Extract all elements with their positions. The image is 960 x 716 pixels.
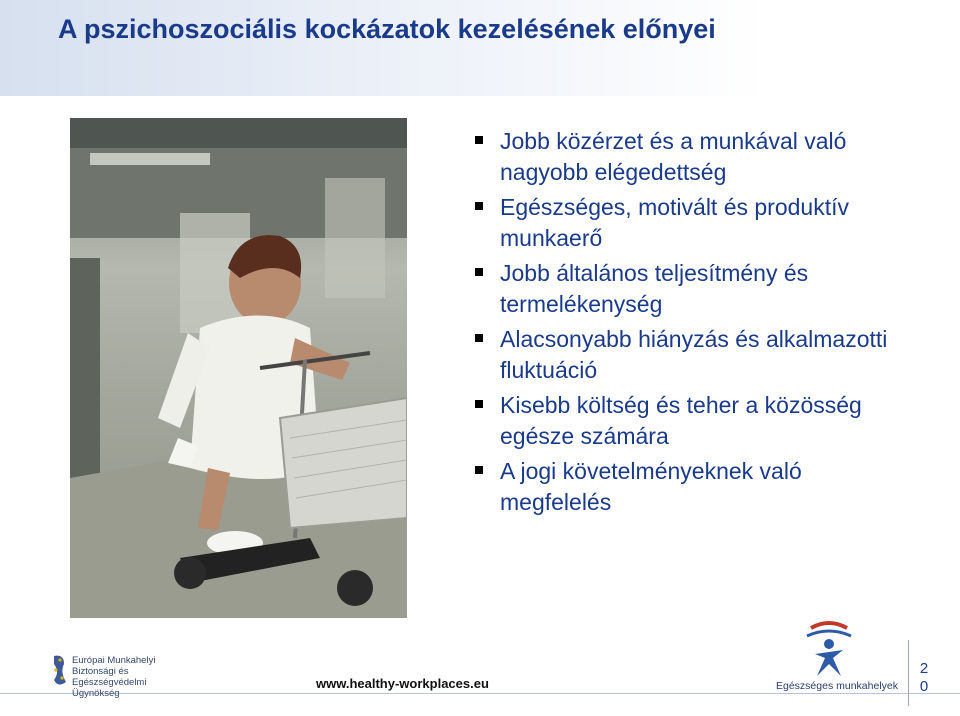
- agency-line: Európai Munkahelyi: [72, 655, 156, 666]
- list-item: [470, 390, 910, 452]
- bullet-marker: [475, 466, 483, 474]
- list-item-text: A jogi követelményeknek való megfelelés: [500, 458, 802, 515]
- page-number: 2 0: [919, 660, 929, 695]
- nurse-scooter-photo: [70, 118, 407, 618]
- bullet-marker: [475, 136, 483, 144]
- agency-line: Ügynökség: [72, 688, 120, 699]
- list-item-text: Alacsonyabb hiányzás és alkalmazotti fluktuáció: [500, 326, 888, 383]
- bullet-marker: [475, 400, 483, 408]
- list-item: [470, 324, 910, 386]
- agency-line: Biztonsági és Egészségvédelmi: [72, 666, 147, 688]
- campaign-name: Egészséges munkahelyek: [776, 680, 898, 692]
- list-item-text: Jobb általános teljesítmény és termelékenység: [500, 260, 809, 317]
- campaign-url-link[interactable]: www.healthy-workplaces.eu: [316, 676, 489, 691]
- bullet-marker: [475, 334, 483, 342]
- list-item-text: Kisebb költség és teher a közösség egésze számára: [500, 392, 862, 449]
- bullet-marker: [475, 268, 483, 276]
- agency-name: [72, 655, 192, 699]
- healthy-workplaces-logo-icon: [785, 620, 875, 682]
- list-item-text: Jobb közérzet és a munkával való nagyobb elégedettség: [500, 128, 847, 185]
- photo-illustration: [70, 118, 407, 618]
- list-item: [470, 192, 910, 254]
- benefits-list: [470, 126, 910, 522]
- list-item: [470, 126, 910, 188]
- list-item: [470, 258, 910, 320]
- slide-title: A pszichoszociális kockázatok kezelésének előnyei: [58, 14, 716, 44]
- bullet-marker: [475, 202, 483, 210]
- list-item: [470, 456, 910, 518]
- list-item-text: Egészséges, motivált és produktív munkaerő: [500, 194, 849, 251]
